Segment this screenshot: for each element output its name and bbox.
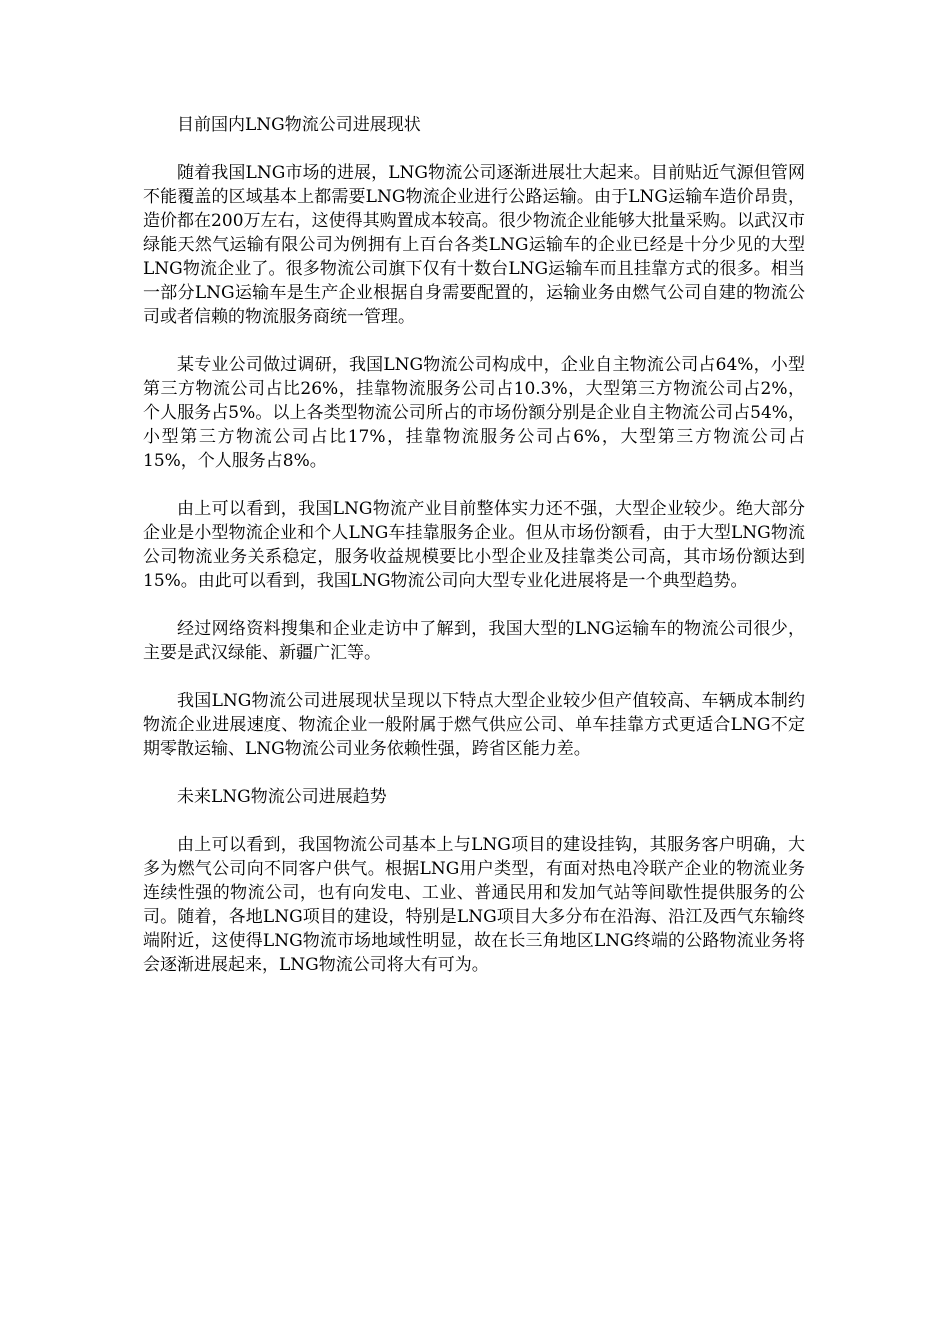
paragraph: 随着我国LNG市场的进展，LNG物流公司逐渐进展壮大起来。目前贴近气源但管网不能覆盖的区域基本上都需要LNG物流企业进行公路运输。由于LNG运输车造价昂贵，造价都在200万左右，这使得其购置成本较高。很少物流企业能够大批量采购。以武汉市绿能天然气运输有限公司为例拥有上百台各类LNG运输车的企业已经是十分少见的大型LNG物流企业了。很多物流公司旗下仅有十数台LNG运输车而且挂靠方式的很多。相当一部分LNG运输车是生产企业根据自身需要配置的，运输业务由燃气公司自建的物流公司或者信赖的物流服务商统一管理。 <box>143 163 805 327</box>
section-heading-current-status: 目前国内LNG物流公司进展现状 <box>177 115 421 135</box>
paragraph: 某专业公司做过调研，我国LNG物流公司构成中，企业自主物流公司占64%，小型第三方物流公司占比26%，挂靠物流服务公司占10.3%，大型第三方物流公司占2%，个人服务占5%。以上各类型物流公司所占的市场份额分别是企业自主物流公司占54%，小型第三方物流公司占比17%，挂靠物流服务公司占6%，大型第三方物流公司占15%，个人服务占8%。 <box>143 355 805 471</box>
paragraph: 我国LNG物流公司进展现状呈现以下特点大型企业较少但产值较高、车辆成本制约物流企业进展速度、物流企业一般附属于燃气供应公司、单车挂靠方式更适合LNG不定期零散运输、LNG物流公司业务依赖性强，跨省区能力差。 <box>143 691 805 759</box>
paragraph: 经过网络资料搜集和企业走访中了解到，我国大型的LNG运输车的物流公司很少，主要是武汉绿能、新疆广汇等。 <box>143 619 805 663</box>
paragraph: 由上可以看到，我国LNG物流产业目前整体实力还不强，大型企业较少。绝大部分企业是小型物流企业和个人LNG车挂靠服务企业。但从市场份额看，由于大型LNG物流公司物流业务关系稳定，服务收益规模要比小型企业及挂靠类公司高，其市场份额达到15%。由此可以看到，我国LNG物流公司向大型专业化进展将是一个典型趋势。 <box>143 499 805 591</box>
document-body <box>143 113 805 1001</box>
section-heading-future-trend: 未来LNG物流公司进展趋势 <box>177 787 387 807</box>
paragraph: 由上可以看到，我国物流公司基本上与LNG项目的建设挂钩，其服务客户明确，大多为燃气公司向不同客户供气。根据LNG用户类型，有面对热电冷联产企业的物流业务连续性强的物流公司，也有向发电、工业、普通民用和发加气站等间歇性提供服务的公司。随着，各地LNG项目的建设，特别是LNG项目大多分布在沿海、沿江及西气东输终端附近，这使得LNG物流市场地域性明显，故在长三角地区LNG终端的公路物流业务将会逐渐进展起来，LNG物流公司将大有可为。 <box>143 835 805 975</box>
